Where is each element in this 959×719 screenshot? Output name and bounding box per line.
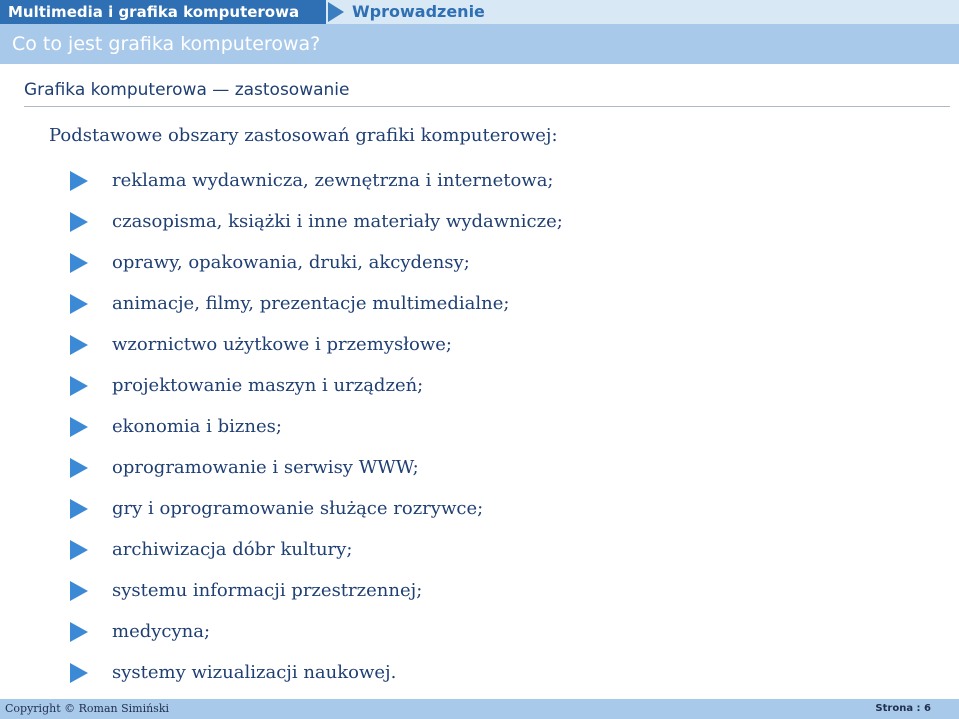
list-item	[70, 283, 563, 324]
list-item-text: medycyna;	[112, 621, 211, 642]
triangle-bullet-icon	[70, 417, 88, 437]
triangle-bullet-icon	[70, 212, 88, 232]
triangle-bullet-icon	[70, 294, 88, 314]
slide-title: Grafika komputerowa — zastosowanie	[24, 80, 350, 100]
title-divider	[24, 106, 950, 107]
triangle-bullet-icon	[70, 171, 88, 191]
course-title: Multimedia i grafika komputerowa	[0, 0, 326, 24]
list-item-text: wzornictwo użytkowe i przemysłowe;	[112, 334, 452, 355]
list-item	[70, 529, 563, 570]
list-item	[70, 324, 563, 365]
list-item-text: animacje, filmy, prezentacje multimedialne;	[112, 293, 510, 314]
breadcrumb-arrow-icon	[328, 2, 344, 22]
list-item	[70, 570, 563, 611]
triangle-bullet-icon	[70, 499, 88, 519]
triangle-bullet-icon	[70, 581, 88, 601]
list-item-text: reklama wydawnicza, zewnętrzna i internetowa;	[112, 170, 554, 191]
page-number: Strona : 6	[875, 703, 931, 714]
section-title: Wprowadzenie	[352, 2, 485, 21]
list-item	[70, 365, 563, 406]
list-item-text: projektowanie maszyn i urządzeń;	[112, 375, 424, 396]
list-item-text: archiwizacja dóbr kultury;	[112, 539, 353, 560]
slide-subtitle: Co to jest grafika komputerowa?	[12, 33, 321, 55]
triangle-bullet-icon	[70, 253, 88, 273]
list-item-text: oprawy, opakowania, druki, akcydensy;	[112, 252, 470, 273]
list-item-text: systemy wizualizacji naukowej.	[112, 662, 397, 683]
list-item-text: systemu informacji przestrzennej;	[112, 580, 423, 601]
triangle-bullet-icon	[70, 376, 88, 396]
list-item	[70, 611, 563, 652]
intro-text: Podstawowe obszary zastosowań grafiki komputerowej:	[49, 125, 558, 146]
list-item-text: czasopisma, książki i inne materiały wydawnicze;	[112, 211, 563, 232]
list-item	[70, 652, 563, 693]
list-item	[70, 242, 563, 283]
list-item-text: ekonomia i biznes;	[112, 416, 282, 437]
list-item-text: oprogramowanie i serwisy WWW;	[112, 457, 419, 478]
triangle-bullet-icon	[70, 458, 88, 478]
top-bar	[0, 0, 959, 24]
list-item	[70, 160, 563, 201]
copyright-text: Copyright © Roman Simiński	[5, 702, 170, 715]
triangle-bullet-icon	[70, 540, 88, 560]
footer-bar	[0, 699, 959, 719]
bullet-list	[70, 160, 563, 693]
triangle-bullet-icon	[70, 335, 88, 355]
list-item	[70, 201, 563, 242]
subtitle-bar	[0, 24, 959, 64]
triangle-bullet-icon	[70, 622, 88, 642]
list-item	[70, 447, 563, 488]
list-item	[70, 488, 563, 529]
triangle-bullet-icon	[70, 663, 88, 683]
list-item	[70, 406, 563, 447]
list-item-text: gry i oprogramowanie służące rozrywce;	[112, 498, 484, 519]
